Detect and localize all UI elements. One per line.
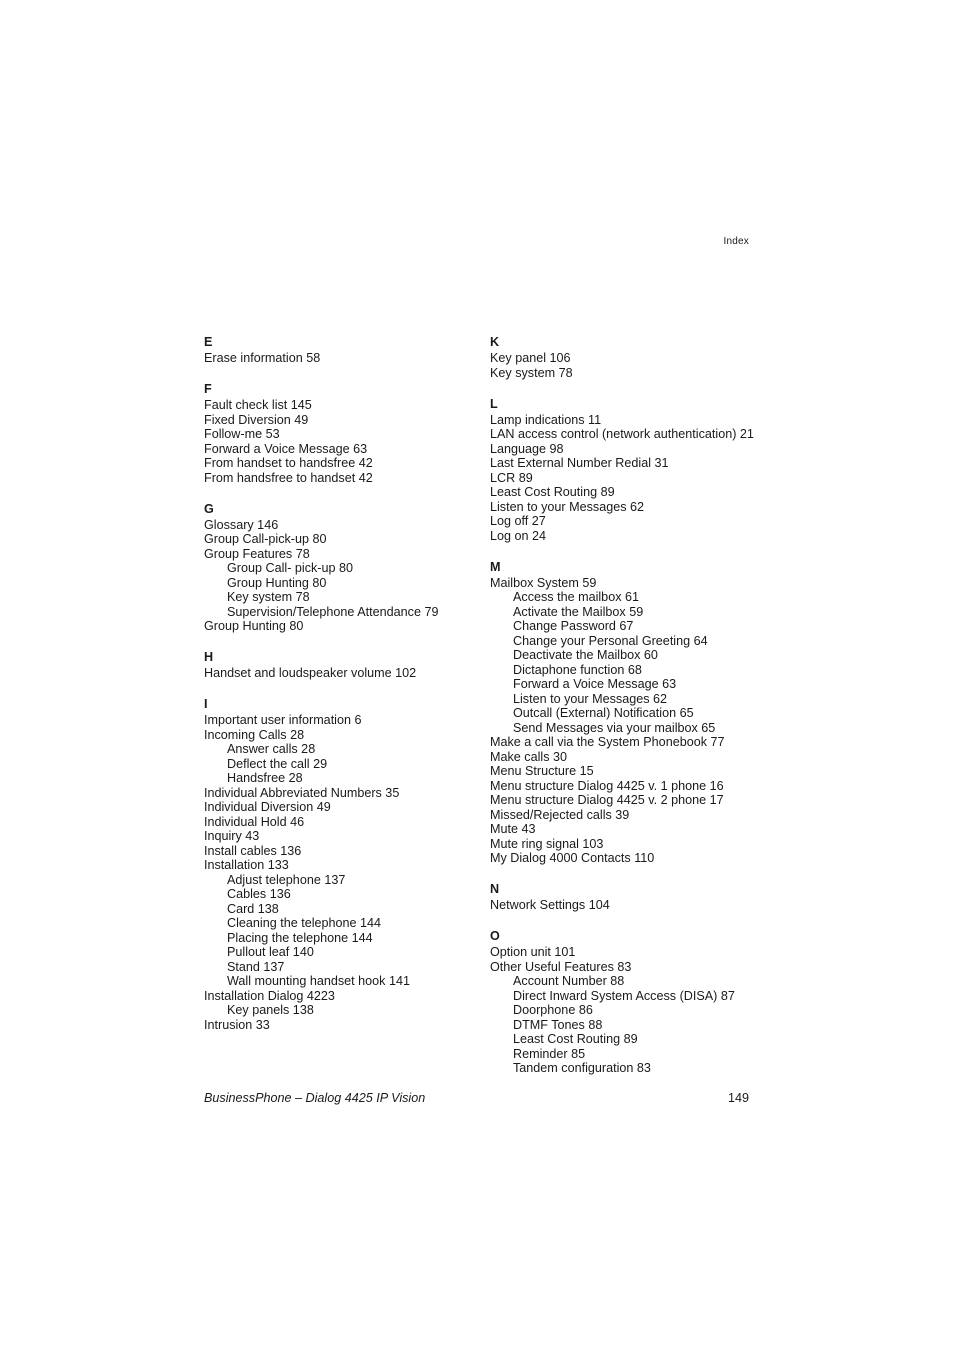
index-subentry: Outcall (External) Notification 65 bbox=[513, 706, 694, 720]
index-entry: Key panel 106 bbox=[490, 351, 571, 365]
index-subentry: Change your Personal Greeting 64 bbox=[513, 633, 708, 648]
index-entry: Mute 43 bbox=[490, 822, 536, 836]
index-column-right bbox=[490, 335, 770, 1092]
index-entry: Fault check list 145 bbox=[204, 398, 312, 412]
running-header: Index bbox=[723, 236, 749, 247]
index-subentry: Change Password 67 bbox=[513, 619, 634, 633]
index-subentry: Cleaning the telephone 144 bbox=[227, 916, 382, 930]
index-entry: From handsfree to handset 42 bbox=[204, 470, 373, 485]
index-subentry: Placing the telephone 144 bbox=[227, 930, 373, 945]
index-subentry: Key system 78 bbox=[227, 590, 310, 604]
index-entry: Fixed Diversion 49 bbox=[204, 412, 309, 427]
index-entry: Menu Structure 15 bbox=[490, 764, 594, 778]
index-subentry: Cables 136 bbox=[227, 887, 291, 901]
index-entry: Language 98 bbox=[490, 441, 564, 456]
section-letter: F bbox=[204, 382, 212, 396]
index-subentry: Deflect the call 29 bbox=[227, 756, 328, 771]
index-entry: Individual Abbreviated Numbers 35 bbox=[204, 785, 400, 800]
index-entry: From handset to handsfree 42 bbox=[204, 456, 373, 470]
index-entry: Least Cost Routing 89 bbox=[490, 485, 615, 499]
index-section-n bbox=[490, 882, 770, 913]
index-entry: Glossary 146 bbox=[204, 517, 279, 532]
index-subentry: Adjust telephone 137 bbox=[227, 872, 346, 887]
index-entry: Listen to your Messages 62 bbox=[490, 499, 645, 514]
index-entry: Lamp indications 11 bbox=[490, 412, 602, 427]
index-entry: Make calls 30 bbox=[490, 749, 567, 764]
index-entry: Install cables 136 bbox=[204, 843, 302, 858]
index-entry: Group Features 78 bbox=[204, 546, 310, 561]
index-entry: Individual Diversion 49 bbox=[204, 800, 331, 814]
footer-page-number: 149 bbox=[727, 1091, 749, 1105]
index-entry: Other Useful Features 83 bbox=[490, 959, 632, 974]
index-subentry: Handsfree 28 bbox=[227, 771, 303, 785]
index-subentry: Forward a Voice Message 63 bbox=[513, 677, 677, 691]
index-entry: LCR 89 bbox=[490, 470, 533, 485]
index-subentry: Access the mailbox 61 bbox=[513, 590, 639, 604]
section-letter: N bbox=[490, 882, 500, 896]
index-entry: Menu structure Dialog 4425 v. 2 phone 17 bbox=[490, 793, 724, 807]
index-section-e bbox=[204, 335, 474, 366]
index-entry: LAN access control (network authentication) 21 bbox=[490, 427, 754, 441]
index-section-i bbox=[204, 697, 474, 1032]
index-section-h bbox=[204, 650, 474, 681]
index-entry: Menu structure Dialog 4425 v. 1 phone 16 bbox=[490, 778, 724, 793]
index-entry: Mailbox System 59 bbox=[490, 575, 597, 590]
index-entry: Intrusion 33 bbox=[204, 1017, 270, 1032]
section-letter: M bbox=[490, 559, 501, 574]
index-subentry: Listen to your Messages 62 bbox=[513, 691, 668, 706]
index-entry: Erase information 58 bbox=[204, 351, 321, 365]
index-section-m bbox=[490, 560, 770, 866]
section-letter: O bbox=[490, 929, 500, 943]
index-section-k bbox=[490, 335, 770, 380]
index-entry: My Dialog 4000 Contacts 110 bbox=[490, 851, 655, 865]
index-subentry: DTMF Tones 88 bbox=[513, 1017, 603, 1032]
index-entry: Group Call-pick-up 80 bbox=[204, 532, 327, 546]
index-entry: Missed/Rejected calls 39 bbox=[490, 807, 630, 822]
index-entry: Last External Number Redial 31 bbox=[490, 456, 669, 470]
index-entry: Log off 27 bbox=[490, 514, 546, 528]
index-entry: Installation 133 bbox=[204, 858, 289, 872]
index-section-g bbox=[204, 502, 474, 634]
section-letter: E bbox=[204, 335, 213, 349]
index-subentry: Least Cost Routing 89 bbox=[513, 1032, 638, 1046]
index-subentry: Stand 137 bbox=[227, 959, 285, 974]
section-letter: I bbox=[204, 697, 208, 711]
index-entry: Key system 78 bbox=[490, 365, 573, 380]
index-entry: Incoming Calls 28 bbox=[204, 727, 305, 742]
index-subentry: Answer calls 28 bbox=[227, 742, 316, 756]
index-entry: Log on 24 bbox=[490, 528, 547, 543]
index-section-o bbox=[490, 929, 770, 1076]
index-entry: Network Settings 104 bbox=[490, 898, 610, 912]
section-letter: L bbox=[490, 396, 498, 411]
index-subentry: Key panels 138 bbox=[227, 1003, 314, 1017]
section-letter: G bbox=[204, 501, 214, 516]
index-subentry: Wall mounting handset hook 141 bbox=[227, 974, 410, 988]
index-subentry: Tandem configuration 83 bbox=[513, 1061, 651, 1075]
index-subentry: Group Hunting 80 bbox=[227, 575, 327, 590]
index-entry: Important user information 6 bbox=[204, 713, 362, 727]
index-subentry: Activate the Mailbox 59 bbox=[513, 604, 644, 619]
index-entry: Option unit 101 bbox=[490, 945, 576, 959]
index-entry: Forward a Voice Message 63 bbox=[204, 441, 368, 456]
index-subentry: Send Messages via your mailbox 65 bbox=[513, 720, 716, 735]
index-section-l bbox=[490, 397, 770, 544]
index-subentry: Doorphone 86 bbox=[513, 1003, 593, 1017]
index-entry: Inquiry 43 bbox=[204, 829, 260, 843]
index-entry: Installation Dialog 4223 bbox=[204, 988, 335, 1003]
index-subentry: Reminder 85 bbox=[513, 1046, 586, 1061]
index-subentry: Account Number 88 bbox=[513, 974, 625, 988]
index-subentry: Dictaphone function 68 bbox=[513, 662, 642, 677]
index-entry: Individual Hold 46 bbox=[204, 814, 305, 829]
footer-document-title: BusinessPhone – Dialog 4425 IP Vision bbox=[204, 1091, 426, 1105]
index-column-left bbox=[204, 335, 474, 1049]
index-entry: Make a call via the System Phonebook 77 bbox=[490, 735, 725, 749]
index-subentry: Direct Inward System Access (DISA) 87 bbox=[513, 988, 735, 1003]
index-section-f bbox=[204, 382, 474, 485]
index-entry: Follow-me 53 bbox=[204, 427, 280, 441]
index-subentry: Card 138 bbox=[227, 901, 279, 916]
index-entry: Mute ring signal 103 bbox=[490, 836, 604, 851]
index-subentry: Pullout leaf 140 bbox=[227, 945, 314, 959]
index-subentry: Deactivate the Mailbox 60 bbox=[513, 648, 658, 662]
index-subentry: Group Call- pick-up 80 bbox=[227, 561, 353, 575]
section-letter: H bbox=[204, 650, 214, 664]
index-entry: Group Hunting 80 bbox=[204, 619, 304, 633]
section-letter: K bbox=[490, 335, 500, 349]
index-entry: Handset and loudspeaker volume 102 bbox=[204, 666, 417, 680]
index-subentry: Supervision/Telephone Attendance 79 bbox=[227, 604, 439, 619]
